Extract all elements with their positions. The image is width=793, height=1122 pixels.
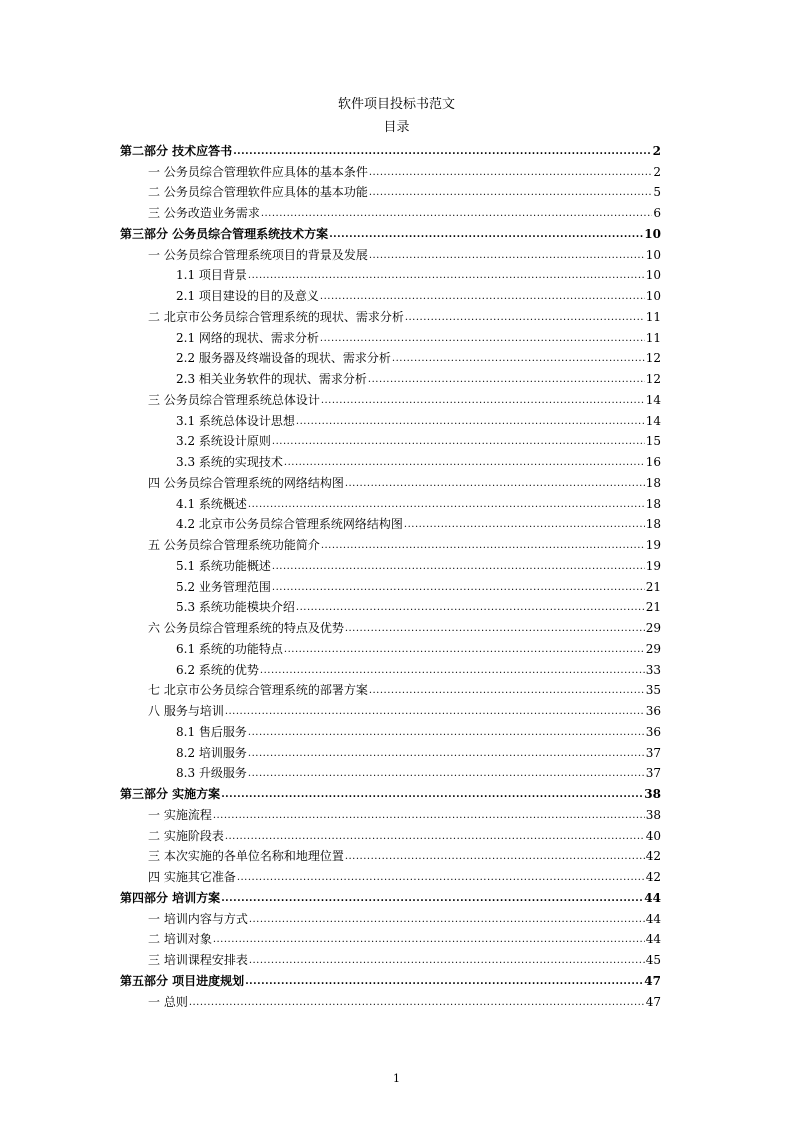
- toc-entry-page: 15: [645, 434, 661, 449]
- toc-entry-page: 45: [645, 953, 661, 967]
- toc-leader-dots: [345, 477, 645, 492]
- toc-entry-title: 第三部分 公务员综合管理系统技术方案: [120, 226, 329, 241]
- toc-entry-page: 14: [645, 392, 661, 407]
- toc-entry-page: 37: [645, 745, 661, 760]
- toc-subsection-entry[interactable]: [120, 284, 661, 305]
- toc-section-entry[interactable]: [120, 181, 661, 202]
- toc-section-entry[interactable]: [120, 928, 661, 949]
- toc-leader-dots: [261, 207, 653, 222]
- toc-entry-title: 3.3 系统的实现技术: [176, 455, 283, 469]
- toc-leader-dots: [233, 145, 651, 160]
- toc-entry-page: 44: [644, 890, 661, 905]
- toc-leader-dots: [321, 539, 645, 554]
- toc-section-entry[interactable]: [120, 533, 661, 554]
- toc-leader-dots: [405, 311, 645, 326]
- toc-entry-title: 六 公务员综合管理系统的特点及优势: [148, 621, 344, 635]
- toc-leader-dots: [189, 996, 645, 1011]
- toc-entry-title: 8.3 升级服务: [176, 766, 247, 781]
- toc-leader-dots: [392, 352, 645, 367]
- toc-entry-title: 6.2 系统的优势: [176, 662, 259, 677]
- table-of-contents: [120, 139, 661, 1011]
- toc-subsection-entry[interactable]: [120, 762, 661, 783]
- toc-leader-dots: [237, 871, 645, 886]
- toc-part-entry[interactable]: [120, 139, 661, 160]
- toc-leader-dots: [329, 228, 643, 243]
- toc-subsection-entry[interactable]: [120, 264, 661, 285]
- toc-subsection-entry[interactable]: [120, 347, 661, 368]
- toc-entry-page: 40: [645, 828, 661, 843]
- toc-entry-page: 35: [645, 683, 661, 698]
- toc-entry-page: 2: [653, 164, 661, 179]
- toc-entry-page: 33: [645, 662, 661, 677]
- toc-entry-page: 21: [645, 600, 661, 615]
- toc-subsection-entry[interactable]: [120, 492, 661, 513]
- toc-entry-title: 一 总则: [148, 994, 188, 1009]
- toc-leader-dots: [213, 809, 645, 824]
- toc-entry-title: 一 培训内容与方式: [148, 911, 248, 926]
- toc-leader-dots: [225, 830, 645, 845]
- toc-subsection-entry[interactable]: [120, 367, 661, 388]
- toc-section-entry[interactable]: [120, 699, 661, 720]
- toc-entry-page: 14: [645, 413, 661, 428]
- toc-subsection-entry[interactable]: [120, 450, 661, 471]
- toc-leader-dots: [272, 560, 645, 575]
- toc-entry-title: 2.3 相关业务软件的现状、需求分析: [176, 372, 367, 386]
- toc-entry-page: 12: [645, 372, 661, 386]
- toc-heading: 目录: [383, 120, 410, 135]
- toc-leader-dots: [213, 933, 645, 948]
- toc-leader-dots: [320, 332, 645, 347]
- toc-leader-dots: [249, 954, 645, 969]
- toc-entry-page: 29: [645, 621, 661, 635]
- toc-leader-dots: [345, 850, 645, 865]
- toc-leader-dots: [284, 456, 645, 471]
- toc-entry-page: 18: [645, 517, 661, 532]
- toc-entry-title: 一 公务员综合管理系统项目的背景及发展: [148, 247, 368, 262]
- toc-subsection-entry[interactable]: [120, 720, 661, 741]
- toc-entry-title: 5.3 系统功能模块介绍: [176, 600, 295, 615]
- toc-section-entry[interactable]: [120, 243, 661, 264]
- toc-entry-page: 19: [645, 538, 661, 552]
- toc-entry-title: 第二部分 技术应答书: [120, 143, 233, 158]
- toc-entry-title: 三 公务改造业务需求: [148, 206, 260, 220]
- toc-entry-title: 2.1 项目建设的目的及意义: [176, 289, 319, 303]
- toc-leader-dots: [248, 269, 645, 284]
- toc-leader-dots: [284, 643, 645, 658]
- toc-entry-title: 五 公务员综合管理系统功能简介: [148, 538, 320, 552]
- toc-entry-title: 一 实施流程: [148, 807, 212, 822]
- toc-entry-page: 10: [645, 268, 661, 283]
- toc-entry-page: 11: [645, 330, 661, 345]
- toc-part-entry[interactable]: [120, 886, 661, 907]
- toc-section-entry[interactable]: [120, 824, 661, 845]
- toc-entry-title: 4.1 系统概述: [176, 496, 247, 511]
- toc-section-entry[interactable]: [120, 865, 661, 886]
- toc-leader-dots: [272, 581, 645, 596]
- toc-section-entry[interactable]: [120, 160, 661, 181]
- toc-leader-dots: [221, 788, 643, 803]
- toc-subsection-entry[interactable]: [120, 409, 661, 430]
- toc-entry-page: 21: [645, 579, 661, 594]
- toc-subsection-entry[interactable]: [120, 575, 661, 596]
- toc-leader-dots: [245, 975, 643, 990]
- toc-entry-title: 四 公务员综合管理系统的网络结构图: [148, 475, 344, 490]
- toc-entry-title: 3.2 系统设计原则: [176, 434, 271, 449]
- toc-leader-dots: [248, 747, 645, 762]
- toc-leader-dots: [221, 892, 643, 907]
- toc-entry-page: 36: [645, 724, 661, 739]
- toc-entry-page: 5: [653, 185, 661, 200]
- toc-leader-dots: [369, 249, 645, 264]
- toc-entry-page: 10: [644, 226, 661, 241]
- toc-subsection-entry[interactable]: [120, 741, 661, 762]
- toc-leader-dots: [404, 518, 645, 533]
- toc-entry-page: 10: [645, 289, 661, 303]
- toc-part-entry[interactable]: [120, 969, 661, 990]
- toc-entry-page: 2: [652, 143, 661, 158]
- toc-entry-title: 三 本次实施的各单位名称和地理位置: [148, 849, 344, 864]
- toc-entry-page: 37: [645, 766, 661, 781]
- toc-leader-dots: [260, 664, 645, 679]
- toc-entry-title: 二 公务员综合管理软件应具体的基本功能: [148, 185, 368, 200]
- toc-entry-title: 二 实施阶段表: [148, 828, 224, 843]
- toc-subsection-entry[interactable]: [120, 658, 661, 679]
- toc-entry-title: 七 北京市公务员综合管理系统的部署方案: [148, 683, 368, 698]
- toc-part-entry[interactable]: [120, 782, 661, 803]
- toc-section-entry[interactable]: [120, 948, 661, 969]
- toc-entry-title: 2.2 服务器及终端设备的现状、需求分析: [176, 351, 391, 366]
- toc-subsection-entry[interactable]: [120, 430, 661, 451]
- toc-entry-title: 2.1 网络的现状、需求分析: [176, 330, 319, 345]
- toc-entry-title: 5.1 系统功能概述: [176, 558, 271, 573]
- toc-entry-title: 第三部分 实施方案: [120, 787, 221, 801]
- toc-leader-dots: [369, 186, 653, 201]
- toc-leader-dots: [368, 373, 645, 388]
- document-title: 软件项目投标书范文: [337, 97, 455, 112]
- toc-entry-page: 18: [645, 475, 661, 490]
- toc-entry-page: 11: [645, 309, 661, 324]
- toc-entry-page: 16: [645, 455, 661, 469]
- toc-entry-title: 一 公务员综合管理软件应具体的基本条件: [148, 164, 368, 179]
- toc-entry-title: 四 实施其它准备: [148, 870, 236, 884]
- toc-leader-dots: [248, 498, 645, 513]
- toc-section-entry[interactable]: [120, 845, 661, 866]
- toc-leader-dots: [296, 601, 645, 616]
- toc-entry-title: 第五部分 项目进度规划: [120, 973, 245, 988]
- toc-entry-title: 4.2 北京市公务员综合管理系统网络结构图: [176, 517, 403, 532]
- toc-entry-page: 42: [645, 870, 661, 884]
- toc-part-entry[interactable]: [120, 222, 661, 243]
- toc-entry-page: 47: [645, 994, 661, 1009]
- toc-leader-dots: [248, 726, 645, 741]
- toc-entry-page: 44: [645, 932, 661, 947]
- toc-entry-title: 第四部分 培训方案: [120, 890, 221, 905]
- toc-entry-page: 47: [644, 973, 661, 988]
- toc-entry-page: 36: [645, 704, 661, 718]
- toc-leader-dots: [345, 622, 645, 637]
- toc-section-entry[interactable]: [120, 679, 661, 700]
- toc-entry-title: 三 培训课程安排表: [148, 953, 248, 967]
- toc-section-entry[interactable]: [120, 305, 661, 326]
- toc-entry-page: 38: [644, 787, 661, 801]
- toc-entry-page: 10: [645, 247, 661, 262]
- toc-entry-page: 44: [645, 911, 661, 926]
- toc-entry-page: 19: [645, 558, 661, 573]
- toc-subsection-entry[interactable]: [120, 326, 661, 347]
- toc-leader-dots: [296, 415, 645, 430]
- toc-leader-dots: [320, 290, 645, 305]
- toc-leader-dots: [248, 767, 645, 782]
- toc-subsection-entry[interactable]: [120, 554, 661, 575]
- toc-subsection-entry[interactable]: [120, 637, 661, 658]
- toc-leader-dots: [321, 394, 645, 409]
- toc-entry-page: 42: [645, 849, 661, 864]
- toc-entry-title: 5.2 业务管理范围: [176, 579, 271, 594]
- toc-entry-page: 18: [645, 496, 661, 511]
- toc-section-entry[interactable]: [120, 388, 661, 409]
- toc-entry-title: 三 公务员综合管理系统总体设计: [148, 392, 320, 407]
- toc-entry-page: 29: [645, 641, 661, 656]
- toc-section-entry[interactable]: [120, 990, 661, 1011]
- toc-entry-title: 8.2 培训服务: [176, 745, 247, 760]
- toc-section-entry[interactable]: [120, 616, 661, 637]
- toc-entry-title: 1.1 项目背景: [176, 268, 247, 283]
- toc-entry-title: 二 培训对象: [148, 932, 212, 947]
- toc-entry-title: 6.1 系统的功能特点: [176, 641, 283, 656]
- toc-leader-dots: [272, 435, 645, 450]
- toc-entry-title: 8.1 售后服务: [176, 724, 247, 739]
- toc-subsection-entry[interactable]: [120, 513, 661, 534]
- toc-section-entry[interactable]: [120, 907, 661, 928]
- toc-subsection-entry[interactable]: [120, 596, 661, 617]
- page-number: 1: [393, 1072, 400, 1085]
- toc-section-entry[interactable]: [120, 471, 661, 492]
- toc-entry-page: 38: [645, 807, 661, 822]
- toc-entry-title: 二 北京市公务员综合管理系统的现状、需求分析: [148, 309, 404, 324]
- toc-leader-dots: [369, 166, 653, 181]
- toc-entry-title: 八 服务与培训: [148, 704, 224, 718]
- toc-entry-page: 12: [645, 351, 661, 366]
- toc-leader-dots: [369, 684, 645, 699]
- toc-section-entry[interactable]: [120, 803, 661, 824]
- toc-leader-dots: [225, 705, 645, 720]
- toc-leader-dots: [249, 913, 645, 928]
- toc-entry-page: 6: [653, 206, 661, 220]
- toc-entry-title: 3.1 系统总体设计思想: [176, 413, 295, 428]
- toc-section-entry[interactable]: [120, 201, 661, 222]
